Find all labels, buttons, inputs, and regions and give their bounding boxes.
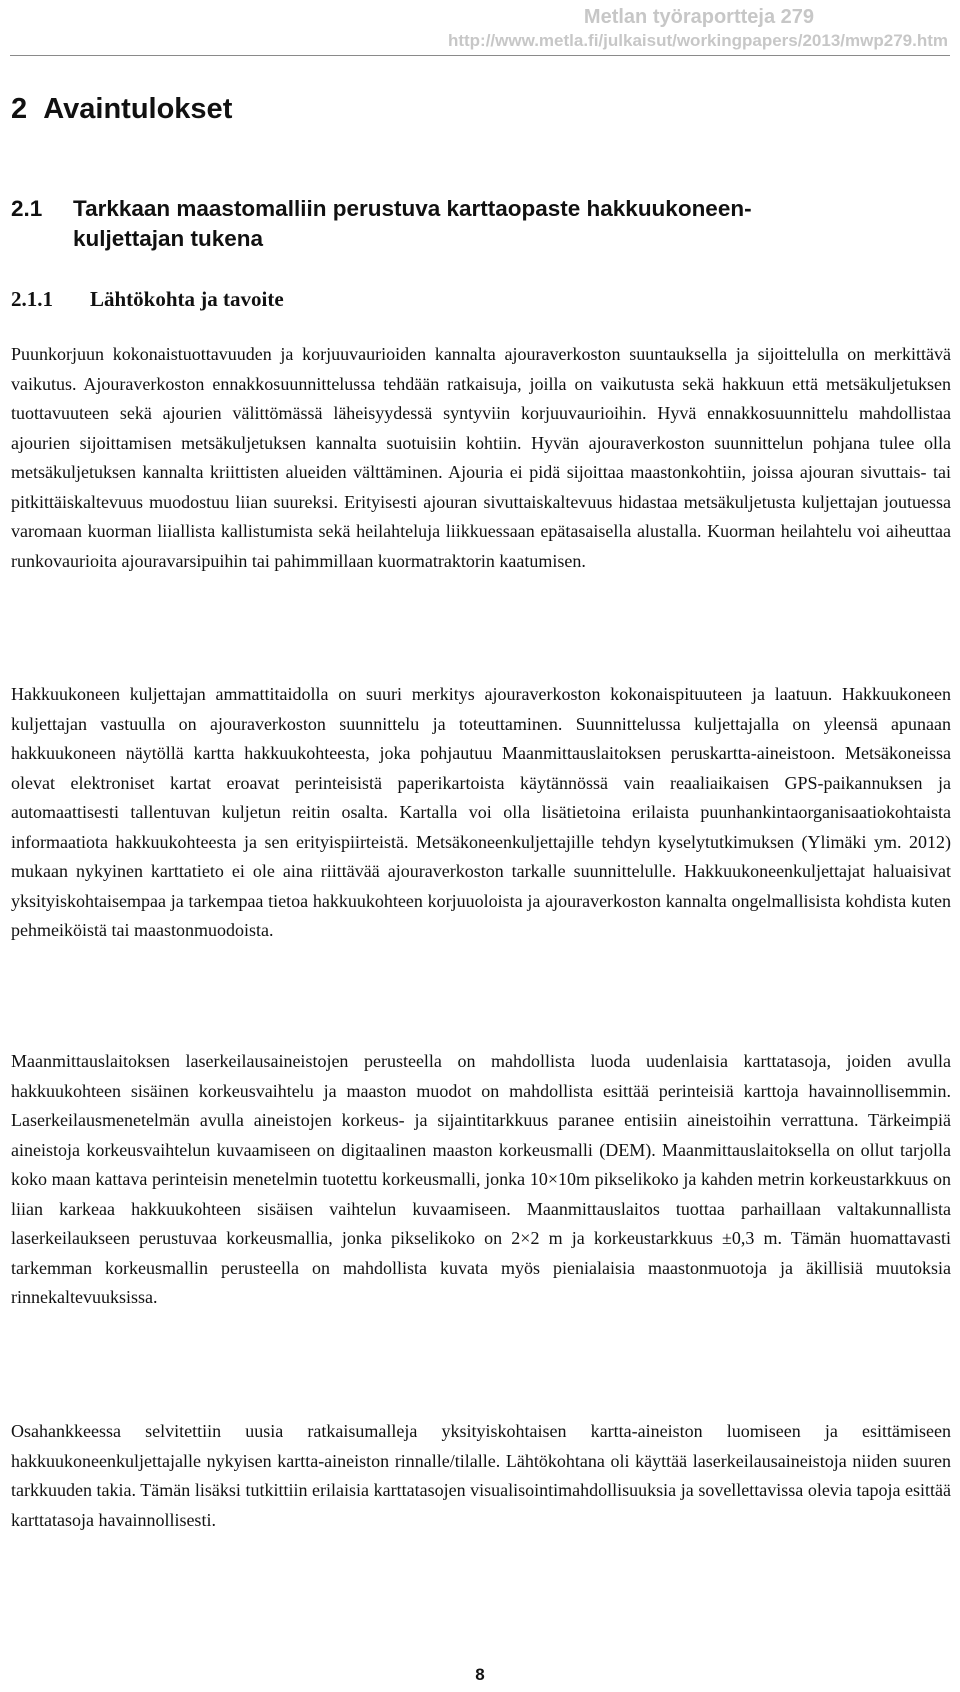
body-paragraph: Puunkorjuun kokonaistuottavuuden ja korjuuvaurioiden kannalta ajouraverkoston suuntauksella ja sijoittelulla on merkittävä vaikutus. Ajouraverkoston ennakkosuunnittelussa tehdään ratkaisuja, joilla on vaikutusta sekä hakkuun että metsäkuljetuksen tuottavuuteen sekä ajourien välittömässä läheisyydessä syntyviin korjuuvaurioihin. Hyvä ennakkosuunnittelu mahdollistaa ajourien sijoittamisen metsäkuljetuksen kannalta suotuisiin kohtiin. Hyvän ajouraverkoston suunnittelun pohjana tulee olla metsäkuljetuksen kannalta kriittisten alueiden välttäminen. Ajouria ei pidä sijoittaa maastonkohtiin, joissa ajouran sivuttais- tai pitkittäiskaltevuus muodostuu liian suureksi. Erityisesti ajouran sivuttaiskaltevuus hidastaa metsäkuljetusta kuljettajan joutuessa varomaan kuorman liiallista kallistumista sekä heilahteluja liikkuessaan epätasaisella alustalla. Kuorman heilahtelu voi aiheuttaa runkovaurioita ajouravarsipuihin tai pahimmillaan kuormatraktorin kaatumisen. — [11, 344, 951, 571]
subsection-title: Lähtökohta ja tavoite — [90, 287, 284, 311]
section-number: 2.1 — [11, 196, 43, 221]
subsection-number: 2.1.1 — [11, 287, 53, 311]
section-heading — [11, 194, 911, 254]
page-number: 8 — [475, 1665, 485, 1684]
body-paragraph: Maanmittauslaitoksen laserkeilausaineistojen perusteella on mahdollista luoda uudenlaisia karttatasoja, joiden avulla hakkuukohteen sisäinen korkeusvaihtelu ja maaston muodot on mahdollista esittää perinteisiä karttoja havainnollisemmin. Laserkeilausmenetelmän avulla aineistojen korkeus- ja sijaintitarkkuus paranee entisiin aineistoihin verrattuna. Tärkeimpiä aineistoja korkeusvaihtelun kuvaamiseen on digitaalinen maaston korkeusmalli (DEM). Maanmittauslaitoksella on ollut tarjolla koko maan kattava perinteisin menetelmin tuotettu korkeusmalli, jonka 10×10m pikselikoko ja kahden metrin korkeustarkkuus on liian karkeaa hakkuukohteen sisäisen vaihtelun kuvaamiseen. Maanmittauslaitos tuottaa parhaillaan valtakunnallista laserkeilaukseen perustuvaa korkeusmallia, jonka pikselikoko on 2×2 m ja korkeustarkkuus ±0,3 m. Tämän huomattavasti tarkemman korkeusmallin perusteella on mahdollista kuvata myös pienialaisia maastonmuotoja ja äkillisiä muutoksia rinnekaltevuuksissa. — [11, 1051, 951, 1307]
section-title-line2: kuljettajan tukena — [73, 226, 264, 251]
chapter-title: Avaintulokset — [43, 93, 233, 125]
chapter-number: 2 — [11, 93, 28, 125]
body-paragraph: Osahankkeessa selvitettiin uusia ratkaisumalleja yksityiskohtaisen kartta-aineiston luomiseen ja esittämiseen hakkuukoneenkuljettajalle nykyisen kartta-aineiston rinnalle/tilalle. Lähtökohtana oli käyttää laserkeilausaineistoja niiden suuren tarkkuuden takia. Tämän lisäksi tutkittiin erilaisia karttatasojen visualisointimahdollisuuksia ja sovellettavissa olevia tapoja esittää karttatasoja havainnollisesti. — [11, 1421, 951, 1530]
subsection-heading — [11, 284, 284, 314]
header-divider — [10, 55, 950, 56]
header-url[interactable]: http://www.metla.fi/julkaisut/workingpapers/2013/mwp279.htm — [447, 31, 948, 50]
section-title-line1: Tarkkaan maastomalliin perustuva karttaopaste hakkuukoneen- — [73, 196, 752, 221]
running-header — [10, 4, 950, 52]
chapter-heading — [11, 90, 232, 128]
body-paragraph: Hakkuukoneen kuljettajan ammattitaidolla on suuri merkitys ajouraverkoston kokonaispituuteen ja laatuun. Hakkuukoneen kuljettajan vastuulla on ajouraverkoston suunnittelu ja toteuttaminen. Suunnittelussa kuljettajalla on yleensä apunaan hakkuukoneen näytöllä kartta hakkuukohteesta, joka pohjautuu Maanmittauslaitoksen peruskartta-aineistoon. Metsäkoneissa olevat elektroniset kartat eroavat perinteisistä paperikartoista käytännössä vain reaaliaikaisen GPS-paikannuksen ja automaattisesti tallentuvan kuljetun reitin osalta. Kartalla voi olla lisätietoina erilaista puunhankintaorganisaatiokohtaista informaatiota hakkuukohteesta ja sen erityispiirteistä. Metsäkoneenkuljettajille tehdyn kyselytutkimuksen (Ylimäki ym. 2012) mukaan nykyinen karttatieto ei ole aina riittävää ajouraverkoston tarkalle suunnittelulle. Hakkuukoneenkuljettajat haluaisivat yksityiskohtaisempaa ja tarkempaa tietoa hakkuukohteen korjuuoloista ja ajouraverkoston kannalta ongelmallisista kohdista kuten pehmeiköistä tai maastonmuodoista. — [11, 684, 951, 940]
series-title: Metlan työraportteja 279 — [583, 6, 814, 28]
